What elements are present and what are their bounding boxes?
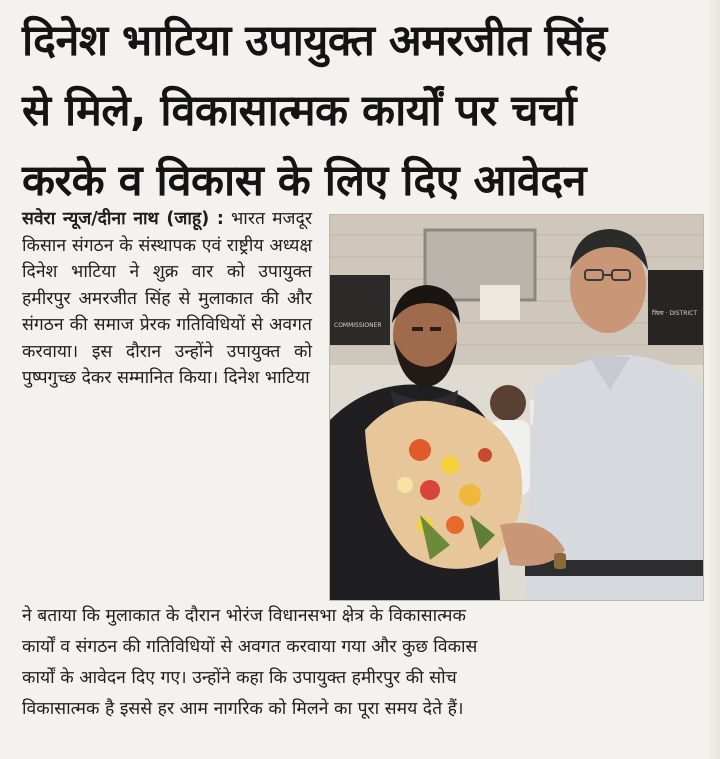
- article-full-width-text: [22, 601, 712, 725]
- sign-right-text: जिला · DISTRICT: [652, 310, 698, 317]
- headline-line-3: करके व विकास के लिए दिए आवेदन: [22, 156, 587, 206]
- sign-left-text: COMMISSIONER: [334, 322, 382, 329]
- article-line-2: कार्यों व संगठन की गतिविधियों से अवगत करवाया गया और कुछ विकास: [22, 637, 478, 657]
- article-line-1: ने बताया कि मुलाकात के दौरान भोरंज विधानसभा क्षेत्र के विकासात्मक: [22, 606, 466, 626]
- page-edge: [708, 0, 720, 759]
- column-body: भारत मजदूर किसान संगठन के संस्थापक एवं राष्ट्रीय अध्यक्ष दिनेश भाटिया ने शुक्र वार को उपायुक्त हमीरपुर अमरजीत सिंह से मुलाकात की और संगठन की समाज प्रेरक गतिविधियों से अवगत करवाया। इस दौरान उन्होंने उपायुक्त को पुष्पगुच्छ देकर सम्मानित किया। दिनेश भाटिया: [22, 209, 312, 388]
- article-line-3: कार्यों के आवेदन दिए गए। उन्होंने कहा कि उपायुक्त हमीरपुर की सोच: [22, 668, 457, 688]
- headline-line-1: दिनेश भाटिया उपायुक्त अमरजीत सिंह: [22, 16, 607, 66]
- article-line-4: विकासात्मक है इससे हर आम नागरिक को मिलने का पूरा समय देते हैं।: [22, 699, 464, 719]
- article-body-column: [22, 206, 312, 392]
- headline-line-2: से मिले, विकासात्मक कार्यों पर चर्चा: [22, 86, 576, 136]
- headline: [22, 6, 702, 216]
- news-photo: [329, 214, 704, 601]
- photo-illustration: [330, 215, 703, 600]
- byline: सवेरा न्यूज/दीना नाथ (जाहू) :: [22, 209, 224, 229]
- article-column-text: [22, 206, 312, 392]
